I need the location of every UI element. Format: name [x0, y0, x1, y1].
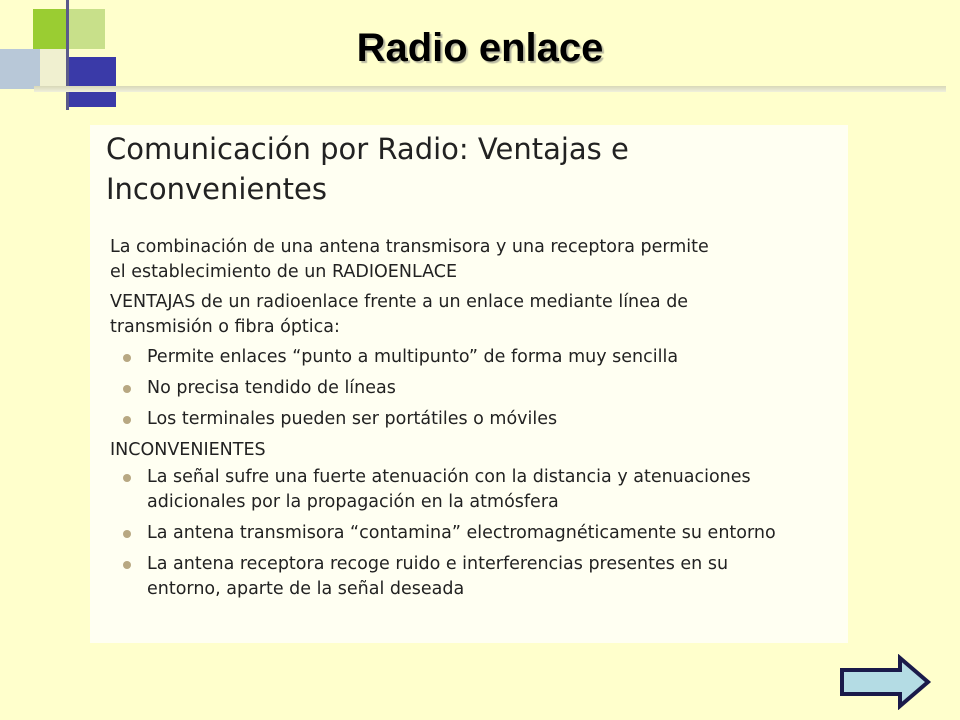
list-item-line-1: La señal sufre una fuerte atenuación con la distancia y atenuaciones: [147, 467, 751, 487]
intro-line-2: el establecimiento de un RADIOENLACE: [110, 262, 458, 282]
bullet-icon: [123, 474, 131, 482]
list-item-text: Los terminales pueden ser portátiles o móviles: [147, 409, 558, 429]
list-item: [110, 407, 840, 432]
panel-heading: [106, 129, 806, 209]
advantages-line-2: transmisión o fibra óptica:: [110, 317, 340, 337]
bullet-icon: [123, 416, 131, 424]
disadvantages-list: [110, 465, 840, 602]
bullet-icon: [123, 530, 131, 538]
advantages-list: [110, 345, 840, 432]
decor-light-green-square: [69, 9, 105, 49]
bullet-icon: [123, 354, 131, 362]
decor-vertical-line: [66, 0, 69, 110]
bullet-icon: [123, 385, 131, 393]
list-item: [110, 552, 840, 602]
advantages-line-1: VENTAJAS de un radioenlace frente a un enlace mediante línea de: [110, 292, 689, 312]
disadvantages-label: INCONVENIENTES: [110, 440, 266, 460]
title-underline: [34, 86, 946, 92]
intro-line-1: La combinación de una antena transmisora y una receptora permite: [110, 237, 709, 257]
panel-heading-line-1: Comunicación por Radio: Ventajas e: [106, 132, 629, 166]
advantages-paragraph: [110, 290, 840, 340]
panel-heading-line-2: Inconvenientes: [106, 172, 327, 206]
list-item: [110, 376, 840, 401]
intro-paragraph: [110, 235, 840, 285]
list-item-line-1: La antena receptora recoge ruido e interferencias presentes en su: [147, 554, 729, 574]
panel-body: [110, 235, 840, 608]
slide-title: Radio enlace: [356, 26, 604, 70]
bullet-icon: [123, 561, 131, 569]
list-item: [110, 345, 840, 370]
list-item-line-1: La antena transmisora “contamina” electromagnéticamente su entorno: [147, 523, 776, 543]
list-item: [110, 521, 840, 546]
right-arrow-icon[interactable]: [842, 658, 928, 706]
list-item: [110, 465, 840, 515]
content-panel: [90, 125, 848, 643]
decor-navy-square: [68, 57, 116, 107]
list-item-text: No precisa tendido de líneas: [147, 378, 396, 398]
list-item-line-2: adicionales por la propagación en la atmósfera: [147, 492, 559, 512]
decor-light-square: [40, 49, 68, 89]
list-item-line-2: entorno, aparte de la señal deseada: [147, 579, 465, 599]
list-item-text: Permite enlaces “punto a multipunto” de forma muy sencilla: [147, 347, 679, 367]
next-slide-button[interactable]: [838, 654, 934, 710]
